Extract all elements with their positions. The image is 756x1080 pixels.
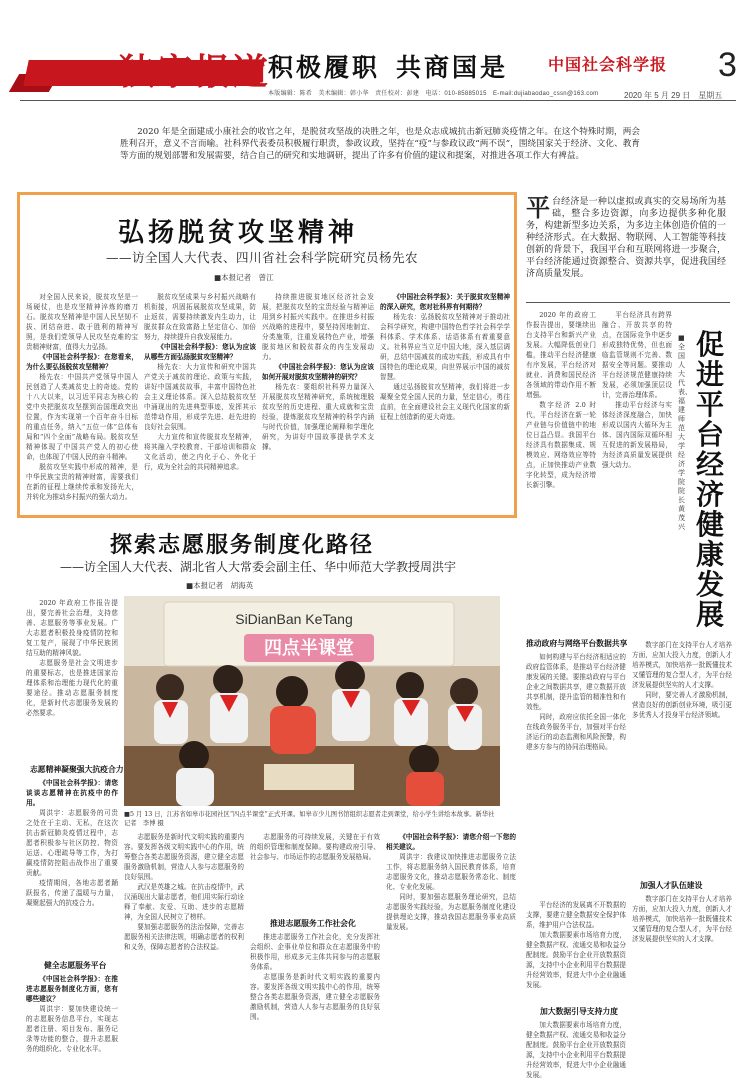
- paragraph: 杨先农：大力宣传和研究中国共产党关于减贫的理论、政策与实践，讲好中国减贫故事，丰富中国特色社会主义理论体系。深入总结脱贫攻坚中涌现出的先进典型事迹，发挥其示范带动作用，形成学先进、赶先进的良好社会氛围。: [144, 363, 256, 431]
- paragraph: 加大数据要素市场培育力度，健全数据产权、流通交易和收益分配制度。鼓励平台企业开放数据资源，支持中小企业利用平台数据提升经营效率，促进大中小企业融通发展。: [526, 931, 626, 989]
- paragraph: 周洪宇：志愿服务的可贵之处在于主动、无私，在这次抗击新冠肺炎疫情过程中，志愿者积极参与社区防控、物资运送、心理疏导等工作，为打赢疫情防控阻击战作出了重要贡献。: [26, 809, 118, 877]
- article1-subtitle: ——访全国人大代表、四川省社会科学院研究员杨先农: [106, 250, 419, 265]
- paragraph: 同时，要完善人才激励机制，营造良好的创新创业环境，吸引更多优秀人才投身平台经济领域。: [632, 691, 732, 719]
- article1-author: ■本报记者 曾江: [214, 273, 274, 282]
- article1-column-4: [380, 292, 510, 512]
- section-brand: 独家报道: [118, 51, 271, 93]
- issue-date: 2020 年 5 月 29 日 星期五: [624, 91, 723, 100]
- article2-column-1c: [26, 974, 118, 1068]
- news-photo: [124, 596, 500, 806]
- article2-column-2: [124, 832, 244, 1068]
- page-number: 3: [718, 46, 737, 84]
- paragraph: 推进志愿服务工作社会化，充分发挥社会组织、企事业单位和群众在志愿服务中的积极作用，形成多元主体共同参与的志愿服务体系。: [250, 933, 380, 971]
- right-column-a: [526, 310, 596, 630]
- paragraph: 2020 年的政府工作报告提出，要继续出台支持平台和新兴产业发展。大幅降低创业门槛，推动平台经济健康有序发展，平台经济对就业、消费和国民经济各领域的带动作用不断增强。: [526, 311, 596, 399]
- paragraph-question: 《中国社会科学报》：关于脱贫攻坚精神的深入研究，您对社科界有何期待？: [380, 293, 510, 311]
- right-intro: [526, 193, 726, 280]
- paragraph: 同时，政府应依托全国一体化在线政务服务平台，加强对平台经济运行的动态监测和风险预警，构建多方参与的协同治理格局。: [526, 713, 626, 751]
- article1-title: 弘扬脱贫攻坚精神: [118, 218, 359, 248]
- newspaper-name: 中国社会科学报: [548, 55, 668, 74]
- paragraph: 要加强志愿服务的法治保障，完善志愿服务相关法律法规，明确志愿者的权利和义务，保障志愿者的合法权益。: [124, 923, 244, 951]
- right-column-e2: [632, 894, 732, 1064]
- paragraph: 大力宣传和宣传脱贫攻坚精神，将其融入学校教育、干部培训和群众文化活动，使之内化于心、外化于行，成为全社会的共同精神追求。: [144, 433, 256, 471]
- paragraph: 加大数据要素市场培育力度，健全数据产权、流通交易和收益分配制度。鼓励平台企业开放数据资源，支持中小企业利用平台数据提升经营效率，促进大中小企业融通发展。: [526, 1021, 626, 1079]
- paragraph: 如何构建与平台经济相适应的政府监管体系，是推动平台经济健康发展的关键。要推动政府与平台企业之间数据共享，建立数据开放共享机制，提升监管的精准性和有效性。: [526, 653, 626, 711]
- right-section-heading-2: 加大数据引导支持力度: [540, 1007, 618, 1016]
- masthead: [0, 0, 756, 100]
- paragraph: 志愿服务是新时代文明实践的重要内容。要发挥各级文明实践中心的作用，统筹整合各类志愿服务资源，建立健全志愿服务激励机制，营造人人参与志愿服务的良好氛围。: [124, 833, 244, 881]
- right-section-heading-1: 推动政府与网络平台数据共享: [526, 639, 628, 648]
- right-column-c: [526, 652, 626, 892]
- paragraph: 2020 年政府工作报告提出，要完善社会治理，支持慈善、志愿服务等事业发展。广大志愿者积极投身疫情防控和复工复产，展现了中华民族团结互助的精神风貌。: [26, 599, 118, 657]
- paragraph: 通过弘扬脱贫攻坚精神，我们将进一步凝聚全党全国人民的力量，坚定信心，勇往直前，在全面建设社会主义现代化国家的新征程上创造新的更大奇迹。: [380, 383, 510, 421]
- paragraph: 杨先农：要组织社科界力量深入开展脱贫攻坚精神研究，系统梳理脱贫攻坚的历史进程、重大成就和宝贵经验，提炼脱贫攻坚精神的科学内涵与时代价值，加强理论阐释和学理化研究，为讲好中国故事提供学术支撑。: [262, 383, 374, 451]
- right-article-author: ■全国人大代表、福建师范大学经济学院院长 黄茂兴: [678, 334, 692, 531]
- article2-section-heading-1: 志愿精神凝聚强大抗疫合力: [30, 765, 124, 774]
- right-article-title: 促进平台经济健康发展: [696, 328, 725, 631]
- article2-subtitle: ——访全国人大代表、湖北省人大常委会副主任、华中师范大学教授周洪宇: [60, 560, 457, 574]
- paragraph: 疫情期间，各地志愿者踊跃报名，传递了温暖与力量，凝聚起强大的抗疫合力。: [26, 879, 118, 907]
- paragraph: 数字部门在支持平台人才培养方面，应加大投入力度，创新人才培养模式，加快培养一批既懂技术又懂管理的复合型人才，为平台经济发展提供坚实的人才支撑。: [632, 641, 732, 689]
- paragraph: 志愿服务是社会文明进步的重要标志，也是推进国家治理体系和治理能力现代化的重要途径。推动志愿服务制度化，是新时代志愿服务发展的必然要求。: [26, 659, 118, 717]
- section-headline: [268, 48, 508, 84]
- editor-line: 本版编辑：陈希 美术编辑：韩小华 责任校对：彭建 电话：010-85885015 E-mail:dujiabaodao_cssn@163.com: [268, 91, 599, 97]
- paragraph: 数字经济 2.0 时代，平台经济在新一轮产业链与价值链中的地位日益凸显。我国平台经济具有数据集成、规模效应、网络效应等特点，正加快推动产业数字化转型，成为经济增长新引擎。: [526, 401, 596, 489]
- paragraph-question: 《中国社会科学报》：在推进志愿服务制度化方面，您有哪些建议？: [26, 975, 118, 1003]
- page-intro: 2020 年是全面建成小康社会的收官之年，是脱贫攻坚战的决胜之年，也是众志成城抗击新冠肺炎疫情之年。在这个特殊时期，两会胜利召开，意义不言而喻。社科界代表委员积极履行职责，参政议政，坚持在“疫”与参政议政“两不误”，围绕国家关于经济、文化、教育等方面的规划部署和发展需要，结合自己的研究和实地调研，提出了许多有价值的建议和提案，对推进各项工作大有裨益。: [120, 127, 640, 161]
- drop-cap: 平: [526, 193, 550, 222]
- right-column-d: [526, 1020, 626, 1079]
- paragraph-question: 《中国社会科学报》：您认为应该从哪些方面弘扬脱贫攻坚精神？: [144, 343, 256, 361]
- paragraph: 推动平台经济与实体经济深度融合，加快形成以国内大循环为主体、国内国际双循环相互促进的新发展格局，为经济高质量发展提供强大动力。: [602, 401, 672, 469]
- article2-column-1: [26, 598, 118, 758]
- paragraph: 杨先农：中国共产党领导中国人民创造了人类减贫史上的奇迹。党的十八大以来，以习近平同志为核心的党中央把脱贫攻坚摆到治国理政突出位置，作为实现第一个百年奋斗目标的重点任务，纳入“五位一体”总体布局和“四个全面”战略布局。脱贫攻坚精神体现了中国共产党人的初心使命，也体现了中国人民的奋斗精神。: [26, 373, 138, 461]
- paragraph: 数字部门在支持平台人才培养方面，应加大投入力度，创新人才培养模式，加快培养一批既懂技术又懂管理的复合型人才，为平台经济发展提供坚实的人才支撑。: [632, 895, 732, 943]
- article2-author: ■本报记者 胡海英: [186, 581, 254, 590]
- paragraph-question: 《中国社会科学报》：请您谈谈志愿精神在抗疫中的作用。: [26, 779, 118, 807]
- right-column-d2: [526, 900, 626, 1000]
- paragraph: 持续推进脱贫地区经济社会发展，把脱贫攻坚的宝贵经验与精神运用到乡村振兴实践中。在推进乡村振兴战略的进程中，要坚持因地制宜、分类施策，注重发展特色产业，增强脱贫地区和脱贫群众的内生发展动力。: [262, 293, 374, 361]
- article2-section-heading-2: 健全志愿服务平台: [44, 961, 107, 970]
- paragraph: 平台经济具有跨界融合、开放共享的特点，在国际竞争中逐步形成独特优势，但也面临监管规则不完善、数据安全等问题。要推动平台经济规范健康持续发展，必须加强顶层设计，完善治理体系。: [602, 311, 672, 399]
- article2-column-4: [386, 832, 516, 1068]
- paragraph: 同时，要加强志愿服务理论研究，总结志愿服务实践经验，为志愿服务制度化建设提供理论支撑，推动我国志愿服务事业高质量发展。: [386, 893, 516, 931]
- paragraph: 周洪宇：要加快建设统一的志愿服务信息平台，实现志愿者注册、项目发布、服务记录等功能的整合，提升志愿服务的组织化、专业化水平。: [26, 1005, 118, 1053]
- paragraph-question: 《中国社会科学报》：在您看来，为什么要弘扬脱贫攻坚精神？: [26, 353, 138, 371]
- photo-illustration: [124, 596, 500, 806]
- paragraph-question: 《中国社会科学报》：请您介绍一下您的相关建议。: [386, 833, 516, 851]
- right-rule: [526, 302, 730, 303]
- headline-part-a: 积极履职: [268, 53, 381, 82]
- paragraph: 平台经济的发展离不开数据的支撑，要建立健全数据安全保护体系，维护用户合法权益。: [526, 901, 626, 929]
- paragraph-question: 《中国社会科学报》：您认为应该如何开展对脱贫攻坚精神的研究？: [262, 363, 374, 381]
- paragraph: 脱贫攻坚实践中形成的精神，是中华民族宝贵的精神财富，需要我们在新的征程上继续传承和发扬光大，并转化为推动乡村振兴的强大动力。: [26, 463, 138, 501]
- article2-column-1b: [26, 778, 118, 954]
- right-intro-text: 台经济是一种以虚拟或真实的交易场所为基础，整合多边资源，向多边提供多种化服务，构建新型多边关系，为多边主体创造价值的一种经济形式。在大数据、物联网、人工智能等科技创新的背景下，我国平台和互联网将进一步聚合，平台经济能通过资源整合、资源共享，促进我国经济高质量发展。: [526, 197, 726, 279]
- article1-column-1: [26, 292, 138, 512]
- paragraph: 志愿服务的可持续发展，关键在于有效的组织管理和制度保障。要构建政府引导、社会参与、市场运作的志愿服务发展格局。: [250, 833, 380, 861]
- paragraph: 对全国人民来说，脱贫攻坚是一场硬仗，也是攻坚精神淬炼的磨刀石。脱贫攻坚精神是中国人民坚韧不拔、团结奋进、敢于胜利的精神写照，是我们党领导人民攻坚克难的宝贵精神财富，值得大力弘扬。: [26, 293, 138, 351]
- photo-caption: ■5 月 13 日，江苏省如皋市花园社区“四点半课堂”正式开课。如皋市少儿图书馆组织志愿者走到课堂，给小学生讲绘本故事。新华社记者 李博 摄: [124, 811, 495, 827]
- paragraph: 志愿服务是新时代文明实践的重要内容。要发挥各级文明实践中心的作用，统筹整合各类志愿服务资源，建立健全志愿服务激励机制，营造人人参与志愿服务的良好氛围。: [250, 973, 380, 1021]
- headline-part-b: 共商国是: [396, 53, 509, 82]
- right-column-e: [632, 640, 732, 870]
- paragraph: 脱贫攻坚成果与乡村振兴战略有机衔接，巩固拓展脱贫攻坚成果，防止返贫，需要持续激发内生动力，让脱贫群众在致富路上坚定信心、加倍努力，持续提升自我发展能力。: [144, 293, 256, 341]
- article2-column-3: [250, 832, 380, 912]
- article2-title: 探索志愿服务制度化路径: [110, 532, 375, 558]
- article2-column-3b: [250, 932, 380, 1068]
- paragraph: 周洪宇：我建议加快推进志愿服务立法工作，将志愿服务纳入国民教育体系，培育志愿服务文化，推动志愿服务常态化、制度化、专业化发展。: [386, 853, 516, 891]
- masthead-rule: [20, 100, 736, 101]
- right-column-b: [602, 310, 672, 630]
- photo-sign-pinyin: SiDianBan KeTang: [235, 611, 353, 627]
- article2-section-heading-3: 推进志愿服务工作社会化: [270, 919, 356, 928]
- paragraph: 武汉是英雄之城。在抗击疫情中，武汉涌现出大量志愿者，他们用实际行动诠释了奉献、友爱、互助、进步的志愿精神，为全国人民树立了榜样。: [124, 883, 244, 921]
- right-section-heading-3: 加强人才队伍建设: [640, 881, 703, 890]
- paragraph: 杨先农：弘扬脱贫攻坚精神对于推动社会科学研究，构建中国特色哲学社会科学学科体系、学术体系、话语体系有着重要意义。社科界应当立足中国大地，深入基层调研，总结中国减贫的成功实践，形成具有中国特色的理论成果，向世界展示中国的减贫智慧。: [380, 313, 510, 381]
- article1-column-3: [262, 292, 374, 512]
- article1-column-2: [144, 292, 256, 512]
- open-book: [264, 764, 354, 790]
- photo-sign: 四点半课堂: [264, 638, 354, 659]
